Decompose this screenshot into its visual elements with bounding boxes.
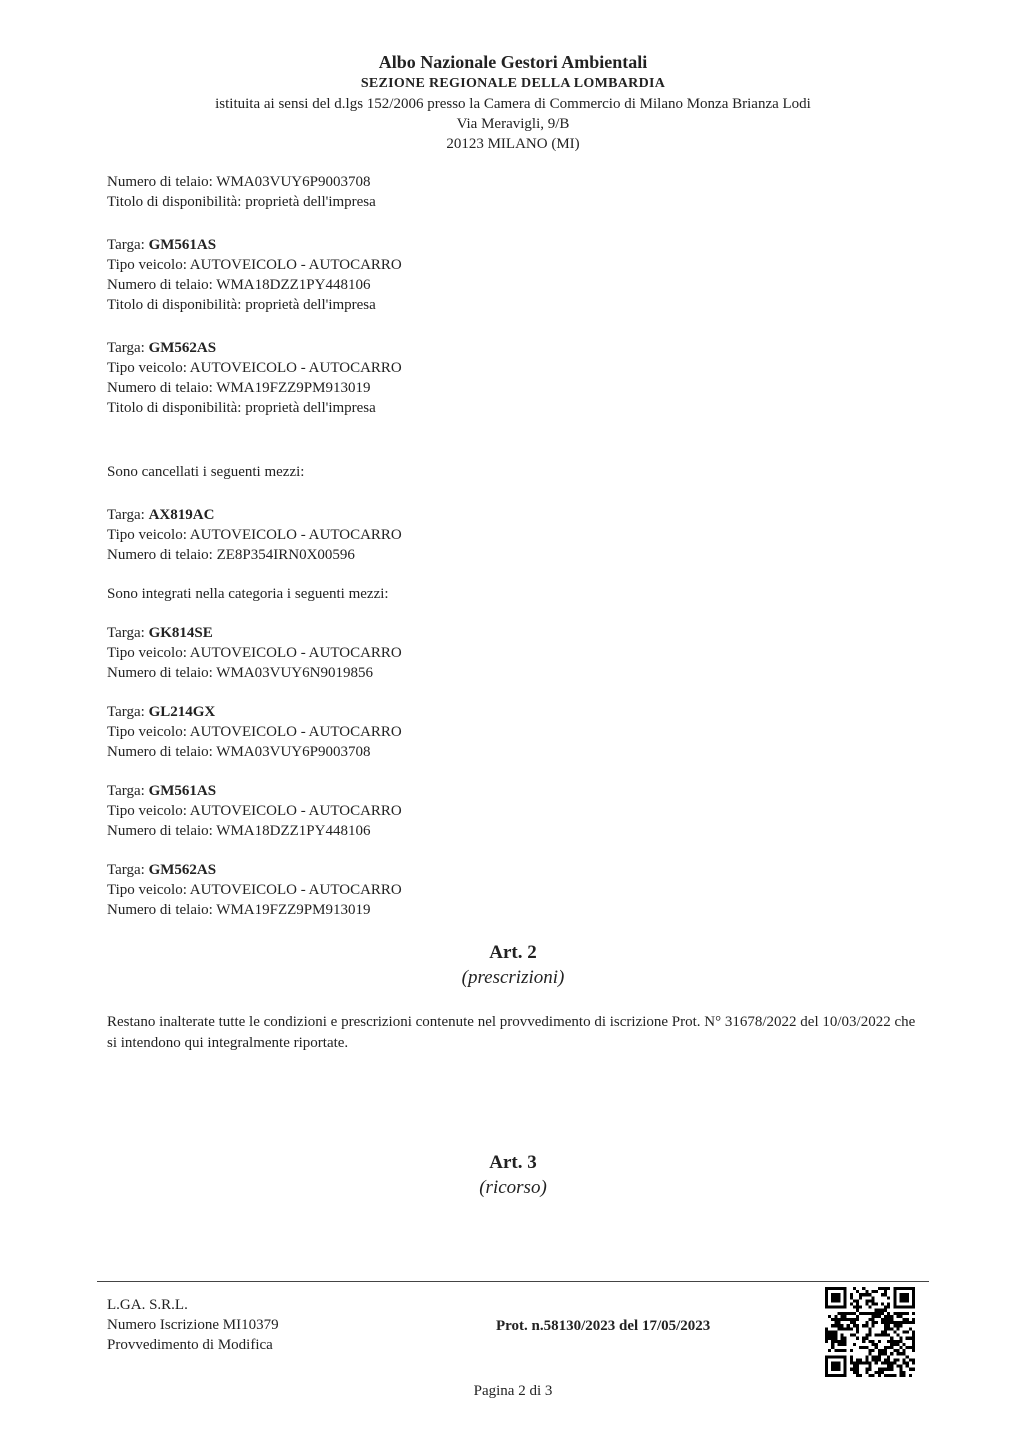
tipo-value: AUTOVEICOLO - AUTOCARRO: [189, 645, 402, 661]
telaio-label: Numero di telaio:: [107, 174, 217, 190]
vehicle-tipo: [107, 525, 927, 545]
titolo-label: Titolo di disponibilità:: [107, 297, 246, 313]
titolo-label: Titolo di disponibilità:: [107, 400, 246, 416]
targa-label: Targa:: [107, 862, 149, 878]
telaio-label: Numero di telaio:: [107, 744, 217, 760]
vehicle-telaio: [107, 378, 927, 398]
telaio-label: Numero di telaio:: [107, 277, 217, 293]
vehicle-targa: [107, 505, 927, 525]
document-header: [0, 50, 1026, 154]
targa-value: GM562AS: [148, 862, 217, 878]
tipo-label: Tipo veicolo:: [107, 645, 190, 661]
article-3-title: Art. 3: [489, 1152, 537, 1173]
footer-company: L.GA. S.R.L.: [107, 1297, 188, 1313]
vehicle-titolo: [107, 398, 927, 418]
vehicle-titolo: [107, 295, 927, 315]
vehicle-telaio: [107, 172, 927, 192]
vehicle-targa: [107, 781, 927, 801]
vehicle-tipo: [107, 801, 927, 821]
article-2-title: Art. 2: [489, 942, 537, 963]
telaio-label: Numero di telaio:: [107, 380, 217, 396]
titolo-value: proprietà dell'impresa: [245, 297, 376, 313]
vehicle-targa: [107, 860, 927, 880]
vehicle-tipo: [107, 722, 927, 742]
header-instituted: istituita ai sensi del d.lgs 152/2006 presso la Camera di Commercio di Milano Monza Brianza Lodi: [215, 96, 811, 112]
vehicle-lists: [107, 172, 927, 920]
footer-divider: [97, 1281, 929, 1282]
vehicle-telaio: [107, 545, 927, 565]
telaio-value: WMA18DZZ1PY448106: [216, 277, 371, 293]
vehicle-targa: [107, 623, 927, 643]
integrated-heading: Sono integrati nella categoria i seguenti mezzi:: [107, 586, 389, 602]
targa-label: Targa:: [107, 783, 149, 799]
vehicle-titolo: [107, 192, 927, 212]
integrated-vehicle-block: [107, 623, 927, 683]
tipo-label: Tipo veicolo:: [107, 724, 190, 740]
telaio-label: Numero di telaio:: [107, 665, 217, 681]
vehicle-telaio: [107, 663, 927, 683]
header-city: 20123 MILANO (MI): [446, 136, 580, 152]
qr-code: [825, 1287, 915, 1377]
footer-iscrizione: Numero Iscrizione MI10379: [107, 1317, 279, 1333]
tipo-label: Tipo veicolo:: [107, 527, 190, 543]
vehicle-telaio: [107, 821, 927, 841]
targa-value: GM562AS: [148, 340, 217, 356]
footer-provvedimento: Provvedimento di Modifica: [107, 1337, 273, 1353]
integrated-vehicle-block: [107, 781, 927, 841]
vehicle-targa: [107, 702, 927, 722]
targa-value: GK814SE: [148, 625, 213, 641]
cancelled-vehicle-block: [107, 505, 927, 565]
vehicle-telaio: [107, 742, 927, 762]
targa-label: Targa:: [107, 340, 149, 356]
article-2-text: Restano inalterate tutte le condizioni e prescrizioni contenute nel provvedimento di iscrizione Prot. N° 31678/2022 del 10/03/2022 che si intendono qui integralmente riportate.: [107, 1014, 916, 1051]
titolo-label: Titolo di disponibilità:: [107, 194, 246, 210]
header-section: SEZIONE REGIONALE DELLA LOMBARDIA: [360, 76, 666, 91]
vehicle-block: [107, 235, 927, 315]
article-3-subtitle: (ricorso): [479, 1177, 547, 1198]
telaio-value: WMA03VUY6N9019856: [216, 665, 373, 681]
telaio-value: WMA03VUY6P9003708: [216, 174, 371, 190]
tipo-value: AUTOVEICOLO - AUTOCARRO: [189, 803, 402, 819]
targa-label: Targa:: [107, 507, 149, 523]
tipo-label: Tipo veicolo:: [107, 360, 190, 376]
vehicle-targa: [107, 235, 927, 255]
tipo-value: AUTOVEICOLO - AUTOCARRO: [189, 527, 402, 543]
integrated-vehicle-block: [107, 702, 927, 762]
vehicle-tipo: [107, 643, 927, 663]
titolo-value: proprietà dell'impresa: [245, 400, 376, 416]
telaio-label: Numero di telaio:: [107, 823, 217, 839]
telaio-value: WMA19FZZ9PM913019: [216, 902, 371, 918]
titolo-value: proprietà dell'impresa: [245, 194, 376, 210]
targa-value: AX819AC: [148, 507, 215, 523]
header-title: Albo Nazionale Gestori Ambientali: [378, 52, 648, 72]
integrated-vehicle-block: [107, 860, 927, 920]
targa-label: Targa:: [107, 704, 149, 720]
article-2-heading: [0, 940, 1026, 990]
article-2-subtitle: (prescrizioni): [461, 967, 565, 988]
vehicle-tipo: [107, 880, 927, 900]
header-street: Via Meravigli, 9/B: [456, 116, 570, 132]
targa-value: GM561AS: [148, 237, 217, 253]
vehicle-telaio: [107, 275, 927, 295]
targa-label: Targa:: [107, 625, 149, 641]
targa-value: GL214GX: [148, 704, 216, 720]
vehicle-block: [107, 338, 927, 418]
telaio-value: WMA18DZZ1PY448106: [216, 823, 371, 839]
tipo-label: Tipo veicolo:: [107, 803, 190, 819]
tipo-value: AUTOVEICOLO - AUTOCARRO: [189, 257, 402, 273]
tipo-value: AUTOVEICOLO - AUTOCARRO: [189, 882, 402, 898]
telaio-label: Numero di telaio:: [107, 547, 217, 563]
tipo-label: Tipo veicolo:: [107, 257, 190, 273]
tipo-label: Tipo veicolo:: [107, 882, 190, 898]
targa-value: GM561AS: [148, 783, 217, 799]
tipo-value: AUTOVEICOLO - AUTOCARRO: [189, 724, 402, 740]
vehicle-telaio: [107, 900, 927, 920]
cancelled-heading: Sono cancellati i seguenti mezzi:: [107, 464, 305, 480]
telaio-label: Numero di telaio:: [107, 902, 217, 918]
footer-protocol: Prot. n.58130/2023 del 17/05/2023: [496, 1318, 711, 1334]
tipo-value: AUTOVEICOLO - AUTOCARRO: [189, 360, 402, 376]
vehicle-targa: [107, 338, 927, 358]
vehicle-block-continued: [107, 172, 927, 212]
telaio-value: WMA19FZZ9PM913019: [216, 380, 371, 396]
telaio-value: WMA03VUY6P9003708: [216, 744, 371, 760]
footer-company-info: [107, 1295, 279, 1355]
vehicle-tipo: [107, 358, 927, 378]
targa-label: Targa:: [107, 237, 149, 253]
vehicle-tipo: [107, 255, 927, 275]
telaio-value: ZE8P354IRN0X00596: [216, 547, 355, 563]
page-number: Pagina 2 di 3: [473, 1383, 553, 1399]
article-3-heading: [0, 1150, 1026, 1200]
